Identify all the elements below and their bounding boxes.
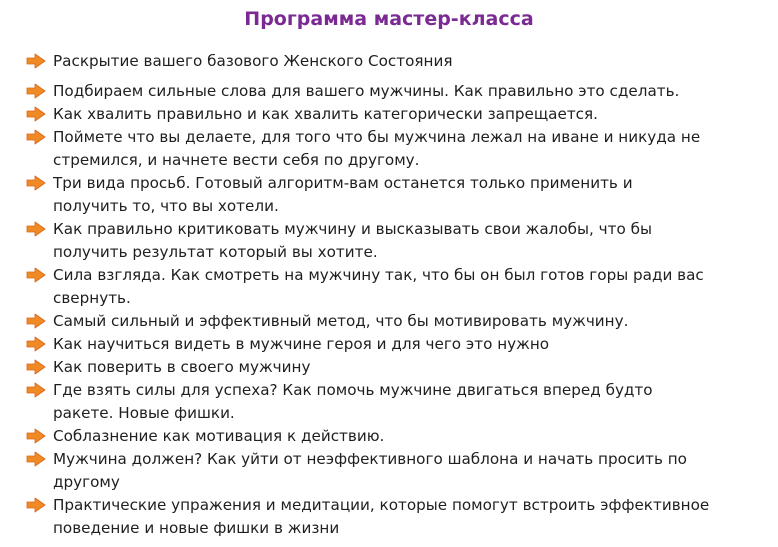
orange-arrow-icon [26,497,46,513]
orange-arrow-icon [26,129,46,145]
list-item [0,333,778,356]
list-item [0,172,778,218]
list-item-text-line: Раскрытие вашего базового Женского Состояния [53,52,453,70]
program-list [0,50,778,540]
orange-arrow-icon [26,175,46,191]
orange-arrow-icon [26,106,46,122]
orange-arrow-icon [26,83,46,99]
orange-arrow-icon [26,53,46,69]
orange-arrow-icon [26,451,46,467]
list-item [0,103,778,126]
list-item [0,448,778,494]
list-item [0,218,778,264]
list-item-text-line: Как поверить в своего мужчину [53,358,311,376]
orange-arrow-icon [26,313,46,329]
orange-arrow-icon [26,336,46,352]
list-item-text-line: ракете. Новые фишки. [53,404,235,422]
list-item [0,310,778,333]
list-item [0,379,778,425]
list-item-text-line: Мужчина должен? Как уйти от неэффективного шаблона и начать просить по [53,450,687,468]
list-item-text-line: Соблазнение как мотивация к действию. [53,427,385,445]
list-item [0,80,778,103]
list-item-text-line: Подбираем сильные слова для вашего мужчины. Как правильно это сделать. [53,82,680,100]
list-item-text-line: Где взять силы для успеха? Как помочь мужчине двигаться вперед будто [53,381,653,399]
list-item-text-line: другому [53,473,120,491]
orange-arrow-icon [26,267,46,283]
list-item-text-line: Практические упражения и медитации, которые помогут встроить эффективное [53,496,710,514]
orange-arrow-icon [26,221,46,237]
list-item-text-line: поведение и новые фишки в жизни [53,519,340,537]
list-item-text-line: свернуть. [53,289,131,307]
list-item-text-line: Как научиться видеть в мужчине героя и для чего это нужно [53,335,550,353]
list-item-text-line: Поймете что вы делаете, для того что бы мужчина лежал на иване и никуда не [53,128,701,146]
page-title: Программа мастер-класса [244,8,534,30]
list-item-text-line: Как правильно критиковать мужчину и высказывать свои жалобы, что бы [53,220,652,238]
list-item-text-line: получить результат который вы хотите. [53,243,378,261]
list-item [0,50,778,73]
list-item-text-line: Сила взгляда. Как смотреть на мужчину так, что бы он был готов горы ради вас [53,266,704,284]
list-item [0,494,778,540]
list-item-text-line: получить то, что вы хотели. [53,197,279,215]
list-item [0,425,778,448]
list-item [0,126,778,172]
list-item [0,264,778,310]
list-item-text-line: Как хвалить правильно и как хвалить категорически запрещается. [53,105,598,123]
list-item-text-line: Три вида просьб. Готовый алгоритм-вам останется только применить и [53,174,633,192]
orange-arrow-icon [26,428,46,444]
orange-arrow-icon [26,359,46,375]
list-item [0,356,778,379]
orange-arrow-icon [26,382,46,398]
list-item-text-line: Самый сильный и эффективный метод, что бы мотивировать мужчину. [53,312,629,330]
list-item-text-line: стремился, и начнете вести себя по другому. [53,151,420,169]
